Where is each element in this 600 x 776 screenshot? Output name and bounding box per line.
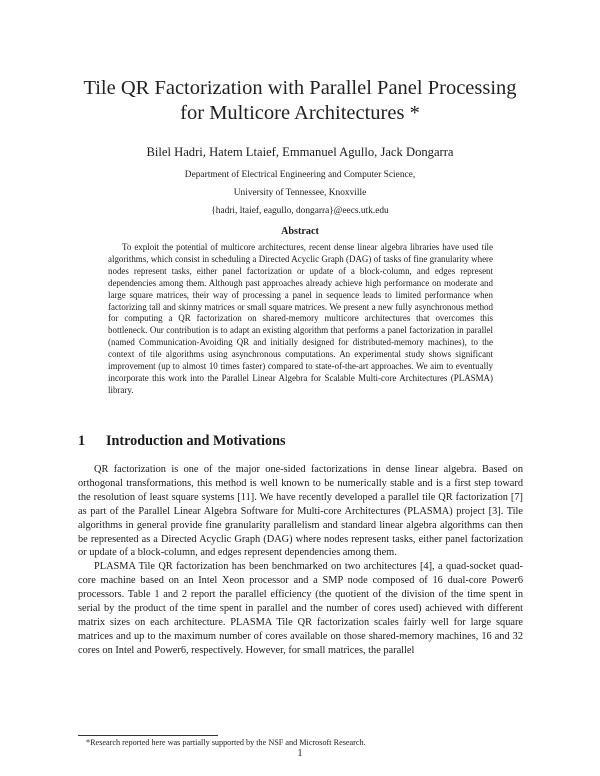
section-body (78, 463, 523, 658)
abstract-heading: Abstract (281, 226, 319, 237)
footnote-divider (78, 735, 218, 736)
section-title: Introduction and Motivations (106, 433, 286, 449)
author-list: Bilel Hadri, Hatem Ltaief, Emmanuel Agullo, Jack Dongarra (146, 145, 454, 159)
department-line: Department of Electrical Engineering and Computer Science, (184, 170, 416, 180)
affiliation-block (60, 166, 540, 220)
title-line-1: Tile QR Factorization with Parallel Panel Processing (83, 77, 517, 99)
abstract-text: To exploit the potential of multicore architectures, recent dense linear algebra libraries have used tile algorithms, which consist in scheduling a Directed Acyclic Graph (DAG) of tasks of fine granularity where nodes represent tasks, either panel factorization or update of a block-column, and edges represent dependencies among them. Although past approaches already achieve high performance on moderate and large square matrices, their way of processing a panel in sequence leads to limited performance when factorizing tall and skinny matrices or small square matrices. We present a new fully asynchronous method for computing a QR factorization on shared-memory multicore architectures that overcomes this bottleneck. Our contribution is to adapt an existing algorithm that performs a panel factorization in parallel (named Communication-Avoiding QR and initially designed for distributed-memory machines), to the context of tile algorithms using asynchronous computations. An experimental study shows significant improvement (up to almost 10 times faster) compared to state-of-the-art approaches. We aim to eventually incorporate this work into the Parallel Linear Algebra for Scalable Multi-core Architectures (PLASMA) library. (108, 242, 493, 395)
university-line: University of Tennessee, Knoxville (233, 188, 367, 198)
section-heading (78, 432, 538, 450)
page-number: 1 (297, 748, 303, 759)
title-line-2: for Multicore Architectures * (180, 102, 420, 124)
paper-title (60, 76, 540, 126)
paragraph-1: QR factorization is one of the major one-sided factorizations in dense linear algebra. Based on orthogonal transformations, this method is well known to be numerically stable and is a first step toward the resolution of least square systems [11]. We have recently developed a parallel tile QR factorization [7] as part of the Parallel Linear Algebra Software for Multi-core Architectures (PLASMA) project [3]. Tile algorithms in general provide fine granularity parallelism and standard linear algebra algorithms can then be represented as a Directed Acyclic Graph (DAG) where nodes represent tasks, either panel factorization or update of a block-column, and edges represent dependencies among them. (78, 464, 523, 559)
footnote: *Research reported here was partially supported by the NSF and Microsoft Research. (86, 738, 366, 747)
section-number: 1 (78, 433, 86, 449)
email-line: {hadri, ltaief, eagullo, dongarra}@eecs.utk.edu (211, 206, 389, 216)
paragraph-2: PLASMA Tile QR factorization has been benchmarked on two architectures [4], a quad-socket quad-core machine based on an Intel Xeon processor and a SMP node composed of 16 dual-core Power6 processors. Table 1 and 2 report the parallel efficiency (the quotient of the division of the time spent in serial by the product of the time spent in parallel and the number of cores used) achieved with different matrix sizes on each architecture. PLASMA Tile QR factorization scales fairly well for large square matrices and up to the maximum number of cores available on those shared-memory machines, 16 and 32 cores on Intel and Power6, respectively. However, for small matrices, the parallel (78, 561, 523, 656)
